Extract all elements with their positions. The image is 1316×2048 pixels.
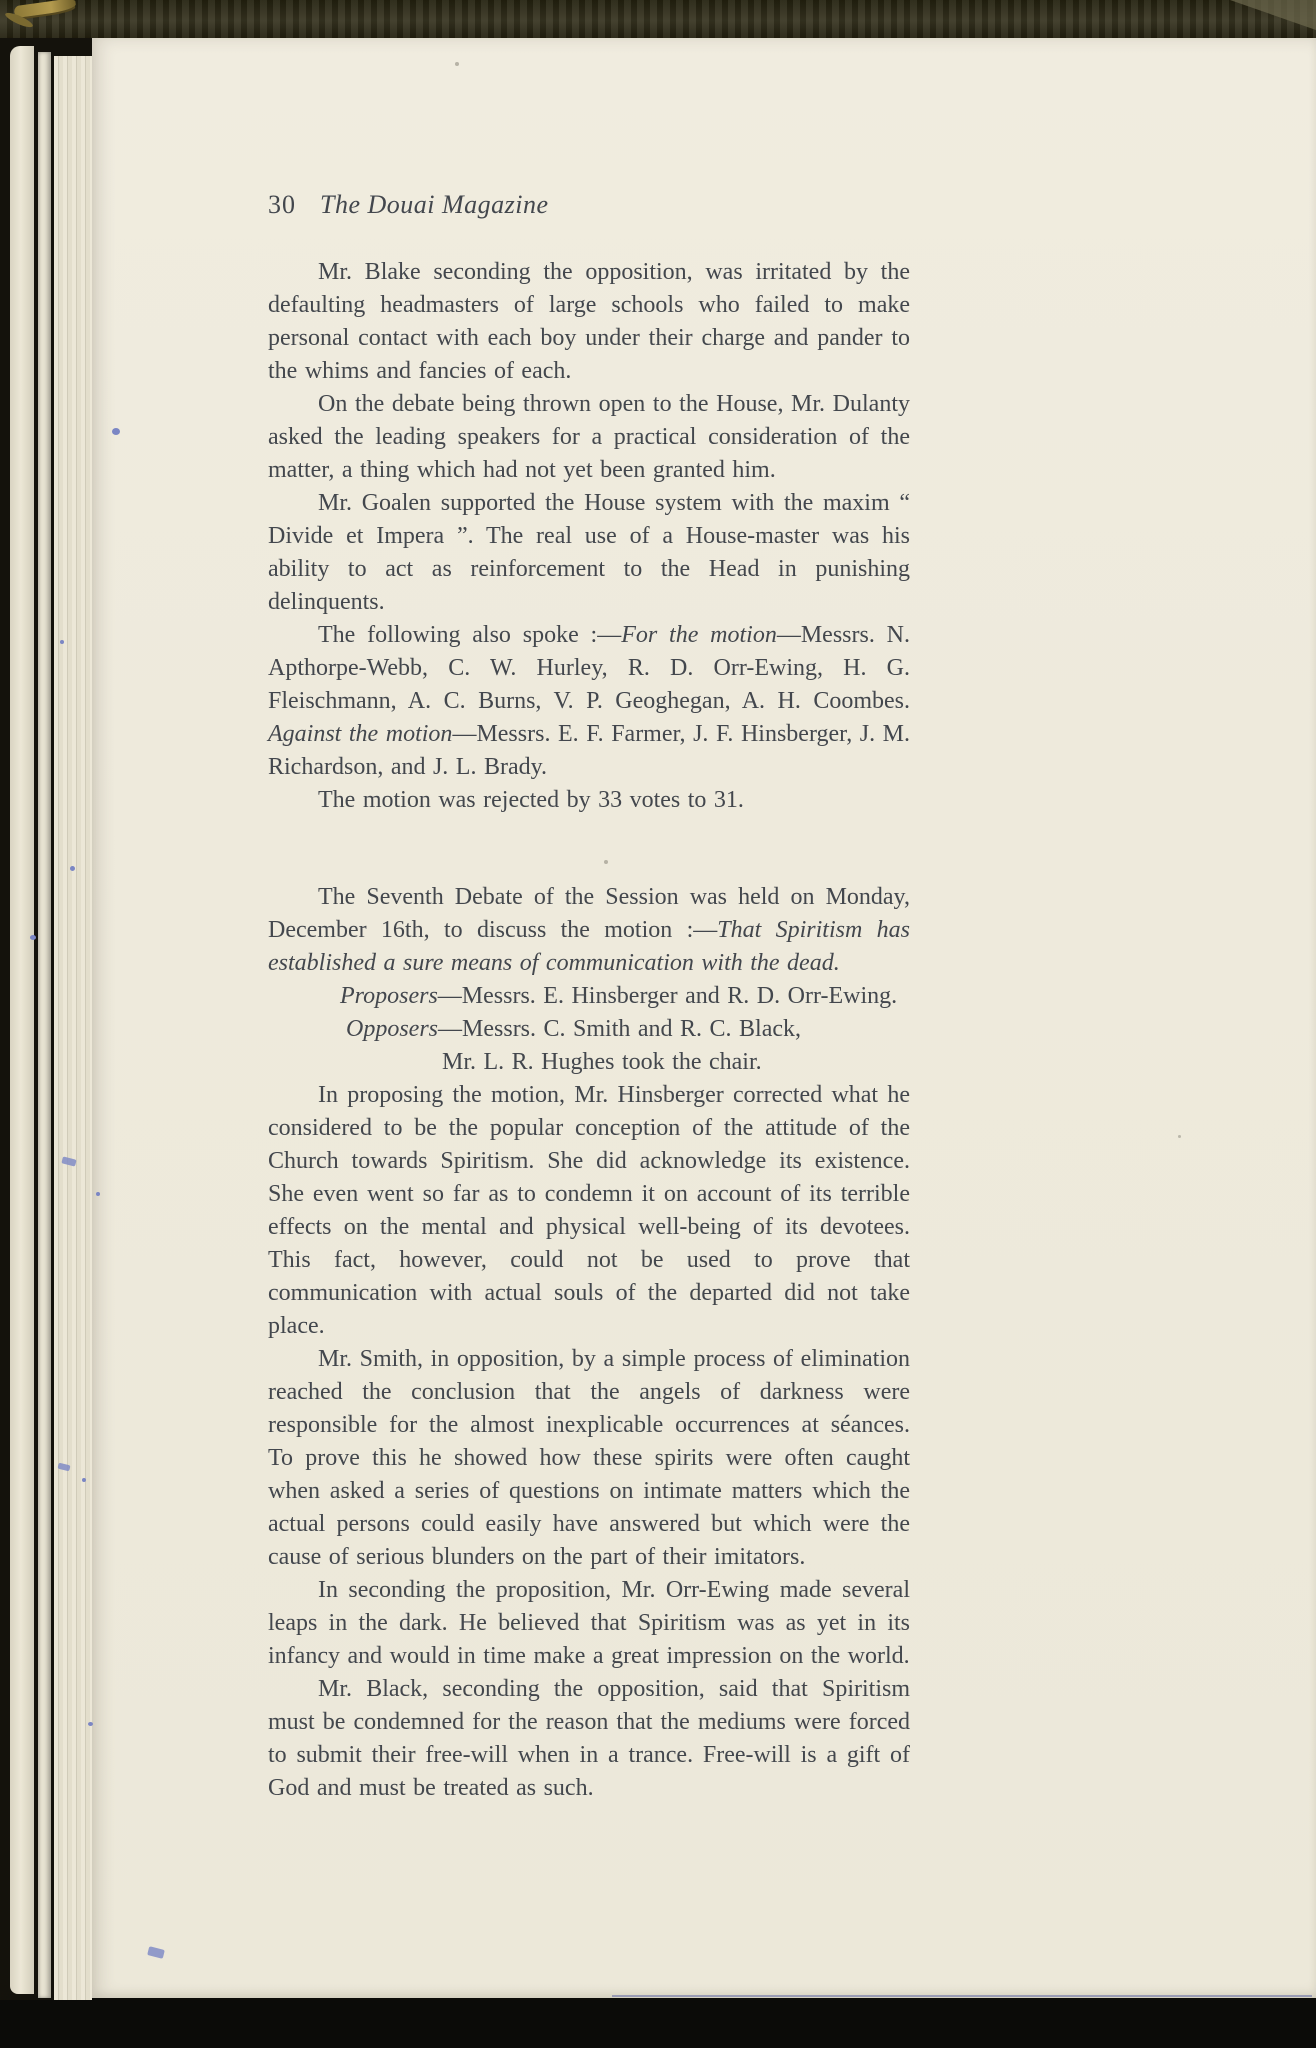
text-run-italic: For the motion [621,622,777,648]
opposers-names: —Messrs. C. Smith and R. C. Black, [438,1016,802,1042]
page-edge [54,56,92,2000]
dust-speck [455,62,459,66]
seventh-debate-section [268,881,910,1805]
page-edges-stack [0,38,92,2000]
text-run: The Seventh Debate of the Session was held on Monday, December 16th, to discuss the motion :— [268,884,910,943]
ink-speck [70,866,75,871]
page-bottom-edge-line [612,1995,1312,1997]
paragraph-speakers [268,619,910,784]
book-cover-top-edge [0,0,1316,40]
page-edge [10,46,34,1994]
opposers-line [268,1013,910,1046]
ink-speck [96,1192,100,1196]
text-run-italic: That Spiritism has established a sure means of communication with the dead. [268,917,910,976]
dust-speck [1178,1135,1181,1138]
motion-result [268,784,910,817]
running-title: The Douai Magazine [320,190,549,219]
debate-intro [268,881,910,980]
text-run: In proposing the motion, Mr. Hinsberger corrected what he considered to be the popular conception of the attitude of the Church towards Spiritism. She did acknowledge its existence. She even went so far as to condemn it on account of its terrible effects on the mental and physical well-being of its devotees. This fact, however, could not be used to prove that communication with actual souls of the departed did not take place. [268,1082,910,1339]
proposers-names: —Messrs. E. Hinsberger and R. D. Orr-Ewing. [437,983,898,1009]
text-run: Mr. Goalen supported the House system with the maxim “ Divide et Impera ”. The real use of a House-master was his ability to act as reinforcement to the Head in punishing delinquents. [268,490,910,615]
proposers-line [268,980,910,1013]
ink-speck [60,640,64,644]
book-page [92,38,1316,1998]
ink-speck [82,1478,86,1482]
ink-speck [112,428,120,435]
text-run: On the debate being thrown open to the House, Mr. Dulanty asked the leading speakers for a practical consideration of the matter, a thing which had not yet been granted him. [268,391,910,483]
ink-speck [30,935,36,940]
paragraph-dulanty [268,388,910,487]
opposers-label: Opposers [346,1016,439,1042]
paragraph-smith [268,1343,910,1574]
text-run: Mr. Black, seconding the opposition, said that Spiritism must be condemned for the reason that the mediums were forced to submit their free-will when in a trance. Free-will is a gift of God and must be treated as such. [268,1676,910,1801]
text-run: —Messrs. E. F. Farmer, J. F. Hinsberger, J. M. Richardson, and J. L. Brady. [268,721,910,780]
page-edge [38,52,51,1998]
text-run: Mr. Smith, in opposition, by a simple process of elimination reached the conclusion that the angels of darkness were responsible for the almost inexplicable occurrences at séances. To prove this he showed how these spirits were often caught when asked a series of questions on intimate matters which the actual persons could easily have answered but which were the cause of serious blunders on the part of their imitators. [268,1346,910,1570]
chair-line [268,1046,910,1079]
text-run: The motion was rejected by 33 votes to 31. [318,787,744,813]
paragraph-goalen [268,487,910,619]
paragraph-black [268,1673,910,1805]
paragraph-orr-ewing [268,1574,910,1673]
dust-speck [604,860,608,864]
text-run: —Messrs. N. Apthorpe-Webb, C. W. Hurley, R. D. Orr-Ewing, H. G. Fleischmann, A. C. Burns, V. P. Geoghegan, A. H. Coombes. [268,622,910,714]
page-content [268,188,910,1805]
paragraph-hinsberger [268,1079,910,1343]
proposers-label: Proposers [340,983,438,1009]
page-number: 30 [268,190,296,219]
text-run: In seconding the proposition, Mr. Orr-Ewing made several leaps in the dark. He believed that Spiritism was as yet in its infancy and would in time make a great impression on the world. [268,1577,910,1669]
ink-speck [88,1722,93,1726]
text-run: Mr. Blake seconding the opposition, was irritated by the defaulting headmasters of large schools who failed to make personal contact with each boy under their charge and pander to the whims and fancies of each. [268,259,910,384]
page-header [268,188,910,222]
text-run: The following also spoke :— [318,622,622,648]
text-run: Mr. L. R. Hughes took the chair. [442,1049,762,1075]
paragraph-blake [268,256,910,388]
text-run-italic: Against the motion [268,721,453,747]
cover-corner-notch [1230,0,1316,30]
